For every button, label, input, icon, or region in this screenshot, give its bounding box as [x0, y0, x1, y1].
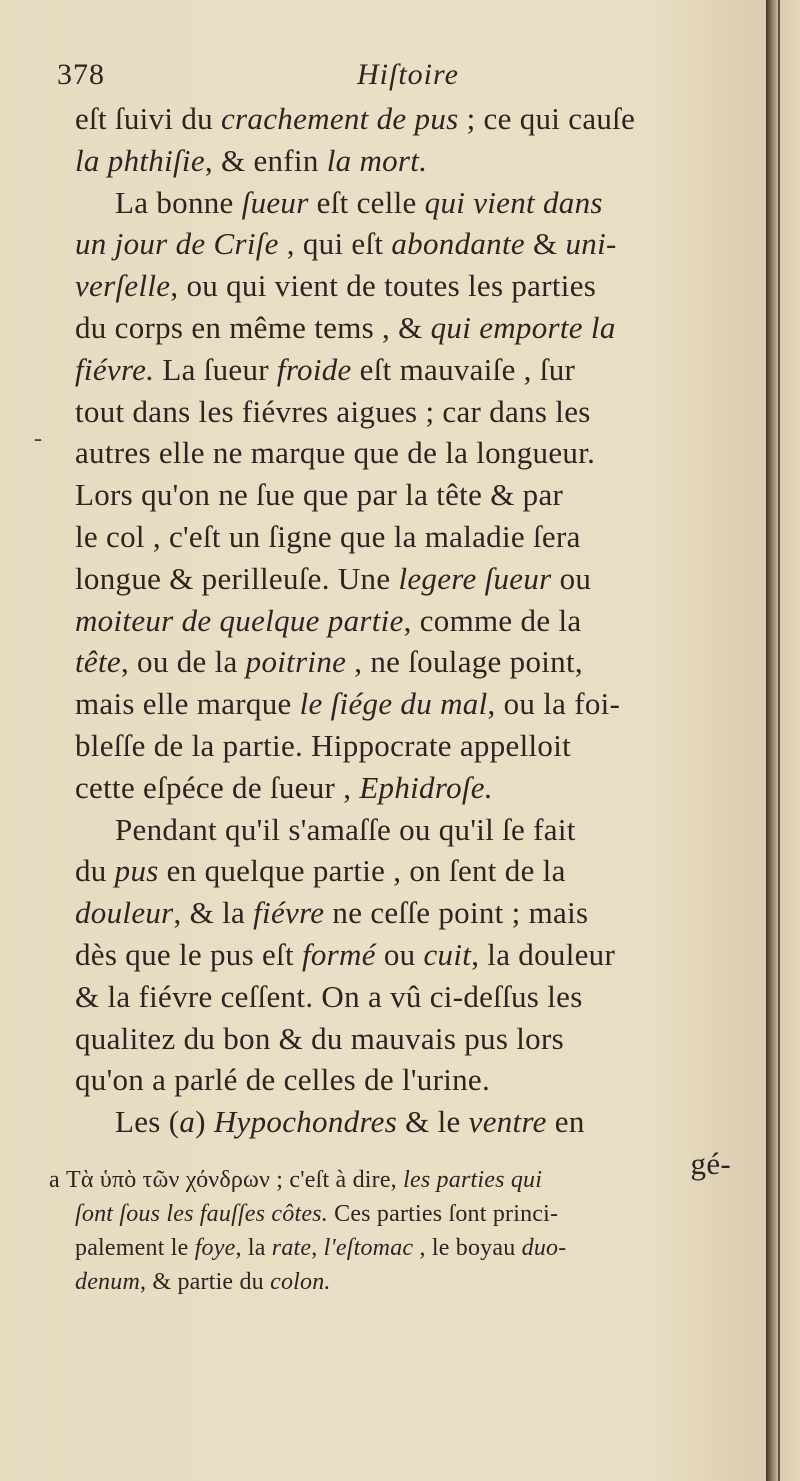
- text-run: La bonne: [115, 184, 242, 220]
- text-run: , & enfin: [204, 142, 327, 178]
- italic-run: la phthiſie: [75, 142, 205, 178]
- italic-run: moiteur de quelque partie: [75, 602, 404, 638]
- footnote-line: [75, 1197, 735, 1231]
- italic-run: formé: [301, 936, 376, 972]
- text-line: [75, 600, 735, 642]
- text-run: cette eſpéce de ſueur ,: [75, 769, 360, 805]
- text-line: [75, 265, 735, 307]
- text-run: ou: [375, 936, 424, 972]
- text-line: [75, 558, 735, 600]
- text-run: du: [75, 853, 115, 889]
- italic-run: denum: [75, 1269, 140, 1295]
- text-line: [75, 892, 735, 934]
- text-run: , la: [235, 1235, 272, 1261]
- italic-run: foye: [194, 1235, 236, 1261]
- text-line: [75, 98, 735, 140]
- text-run: La ſueur: [154, 351, 277, 387]
- text-line: [75, 307, 735, 349]
- text-line: [75, 976, 735, 1018]
- text-run: , ou de la: [120, 644, 246, 680]
- footnote: [49, 1163, 735, 1299]
- italic-run: les parties qui: [403, 1167, 543, 1193]
- main-text: [75, 98, 735, 1185]
- text-run: ): [195, 1104, 214, 1140]
- text-run: , la douleur: [471, 936, 616, 972]
- italic-run: a: [179, 1104, 196, 1140]
- italic-run: froide: [276, 351, 352, 387]
- text-line: [75, 349, 735, 391]
- text-line: [75, 725, 735, 767]
- text-run: tout dans les fiévres aigues ; car dans les: [75, 393, 591, 429]
- italic-run: Ephidroſe.: [359, 769, 493, 805]
- italic-run: fiévre.: [75, 351, 155, 387]
- text-line: [75, 432, 735, 474]
- italic-run: fiévre: [253, 895, 325, 931]
- text-run: , le boyau: [413, 1235, 522, 1261]
- italic-run: un jour de Criſe: [75, 226, 279, 262]
- text-run: eſt mauvaiſe , ſur: [351, 351, 576, 387]
- italic-run: qui emporte la: [430, 309, 616, 345]
- italic-run: uni-: [565, 226, 617, 262]
- italic-run: legere ſueur: [398, 560, 552, 596]
- text-line: [75, 182, 735, 224]
- text-line: [75, 683, 735, 725]
- text-run: qu'on a parlé de celles de l'urine.: [75, 1062, 491, 1098]
- italic-run: rate: [271, 1235, 312, 1261]
- text-run: dès que le pus eſt: [75, 936, 302, 972]
- text-run: , & la: [173, 895, 254, 931]
- text-run: qualitez du bon & du mauvais pus lors: [75, 1020, 564, 1056]
- italic-run: verſelle: [75, 268, 171, 304]
- text-line: [75, 223, 735, 265]
- text-run: ou: [551, 560, 592, 596]
- book-gutter: [766, 0, 800, 1481]
- text-line: [75, 516, 735, 558]
- text-run: , & partie du: [139, 1269, 271, 1295]
- text-line: [75, 391, 735, 433]
- text-run: gé-: [690, 1145, 731, 1181]
- italic-run: ſont ſous les fauſſes côtes.: [75, 1201, 328, 1227]
- text-run: Lors qu'on ne ſue que par la tête & par: [75, 477, 564, 513]
- footnote-line: [49, 1163, 735, 1197]
- italic-run: tête: [75, 644, 121, 680]
- text-run: , qui eſt: [278, 226, 392, 262]
- text-line: [75, 641, 735, 683]
- text-run: &: [524, 226, 566, 262]
- text-run: ,: [311, 1235, 324, 1261]
- text-run: mais elle marque: [75, 686, 300, 722]
- text-run: ne ceſſe point ; mais: [324, 895, 589, 931]
- text-line: [75, 809, 735, 851]
- italic-run: douleur: [75, 895, 174, 931]
- text-run: en: [546, 1104, 585, 1140]
- text-run: , ou la foi-: [487, 686, 621, 722]
- text-run: eſt celle: [308, 184, 425, 220]
- footnote-line: [75, 1231, 735, 1265]
- text-run: & la fiévre ceſſent. On a vû ci-deſſus les: [75, 978, 583, 1014]
- text-run: Pendant qu'il s'amaſſe ou qu'il ſe fait: [115, 811, 576, 847]
- italic-run: duo-: [521, 1235, 567, 1261]
- text-run: eſt ſuivi du: [75, 101, 221, 136]
- text-run: ; ce qui cauſe: [458, 101, 636, 136]
- italic-run: cuit: [423, 936, 472, 972]
- text-line: [75, 850, 735, 892]
- italic-run: poitrine: [245, 644, 347, 680]
- italic-run: Hypochondres: [213, 1104, 398, 1140]
- italic-run: l'eſtomac: [323, 1235, 414, 1261]
- italic-run: crachement de pus: [220, 101, 459, 136]
- text-run: en quelque partie , on ſent de la: [158, 853, 566, 889]
- gutter-edge: [778, 0, 780, 1481]
- italic-run: le ſiége du mal: [299, 686, 488, 722]
- text-run: , comme de la: [403, 602, 582, 638]
- italic-run: qui vient dans: [424, 184, 603, 220]
- text-run: , ne ſoulage point,: [346, 644, 583, 680]
- text-line: [75, 767, 735, 809]
- text-run: longue & perilleuſe. Une: [75, 560, 399, 596]
- running-head: Hiſtoire: [357, 58, 459, 91]
- text-run: a Τὰ ὑπὸ τῶν χόνδρων ; c'eſt à dire,: [49, 1167, 404, 1193]
- italic-run: ſueur: [241, 184, 309, 220]
- italic-run: abondante: [391, 226, 525, 262]
- italic-run: colon.: [270, 1269, 331, 1295]
- text-line: [75, 474, 735, 516]
- text-run: palement le: [75, 1235, 195, 1261]
- text-run: bleſſe de la partie. Hippocrate appelloit: [75, 727, 572, 763]
- text-run: autres elle ne marque que de la longueur.: [75, 435, 596, 471]
- text-line: [75, 140, 735, 182]
- italic-run: la mort.: [326, 142, 428, 178]
- text-line: [75, 934, 735, 976]
- text-run: Ces parties ſont princi-: [327, 1201, 559, 1227]
- text-run: le col , c'eſt un ſigne que la maladie ſera: [75, 518, 581, 554]
- text-run: Les (: [115, 1104, 180, 1140]
- page-number: 378: [57, 58, 105, 91]
- text-run: & le: [397, 1104, 469, 1140]
- italic-run: ventre: [468, 1104, 547, 1140]
- text-run: du corps en même tems , &: [75, 309, 431, 345]
- italic-run: pus: [114, 853, 159, 889]
- text-line: [75, 1018, 735, 1060]
- footnote-line: [75, 1265, 735, 1299]
- text-line: [75, 1101, 735, 1143]
- text-line: [75, 1059, 735, 1101]
- margin-dash-mark: -: [34, 426, 42, 452]
- text-run: , ou qui vient de toutes les parties: [170, 268, 597, 304]
- page-header: [57, 58, 727, 98]
